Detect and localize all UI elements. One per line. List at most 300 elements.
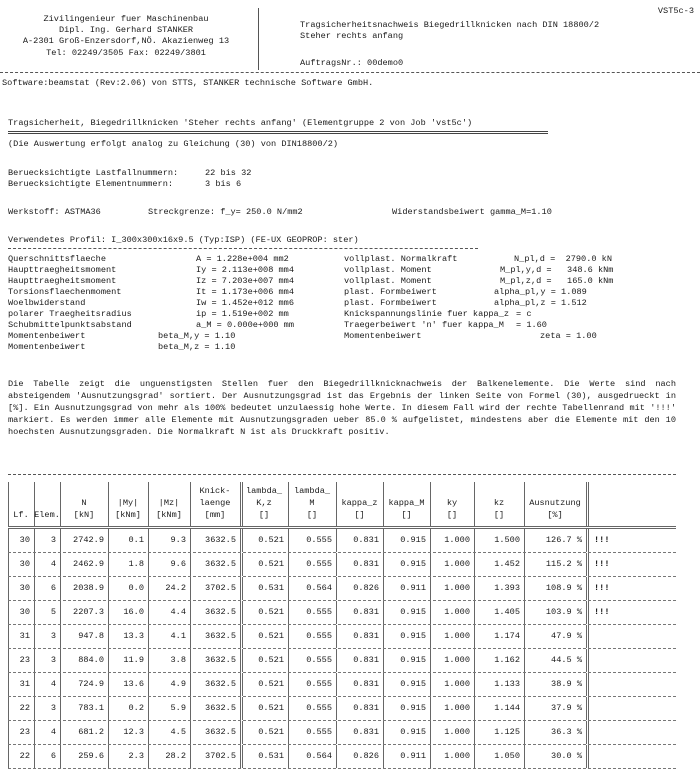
table-cell-lm: 0.555 xyxy=(306,631,332,641)
property-value: It = 1.173e+006 mm4 xyxy=(196,287,294,297)
table-cell-lm: 0.555 xyxy=(306,559,332,569)
table-cell-n: 884.0 xyxy=(78,655,104,665)
property-value: alpha_pl,y = 1.089 xyxy=(494,287,587,297)
table-cell-mz: 3.8 xyxy=(170,655,186,665)
table-cell-mz: 9.3 xyxy=(170,535,186,545)
header-cell: [] xyxy=(306,510,318,520)
table-cell-knick: 3632.5 xyxy=(205,607,236,617)
table-cell-aus: 38.9 % xyxy=(551,679,582,689)
property-name: Woelbwiderstand xyxy=(8,298,86,308)
table-cell-ky: 1.000 xyxy=(444,559,470,569)
table-top-rule xyxy=(8,474,676,475)
column-divider xyxy=(474,697,475,720)
table-cell-lk: 0.521 xyxy=(258,703,284,713)
header-cell: kz xyxy=(493,498,505,508)
table-cell-lf: 22 xyxy=(19,703,30,713)
loadcases-value: 22 bis 32 xyxy=(205,168,252,178)
column-divider xyxy=(383,577,384,600)
table-row xyxy=(8,529,676,553)
column-divider xyxy=(34,673,35,696)
table-cell-lf: 30 xyxy=(19,559,30,569)
column-divider xyxy=(148,625,149,648)
table-cell-lk: 0.521 xyxy=(258,559,284,569)
table-cell-ky: 1.000 xyxy=(444,631,470,641)
header-cell: [kNm] xyxy=(156,510,182,520)
table-row xyxy=(8,649,676,673)
column-divider xyxy=(336,745,337,768)
column-divider xyxy=(8,673,9,696)
column-divider xyxy=(148,529,149,552)
column-divider xyxy=(148,553,149,576)
column-divider xyxy=(34,553,35,576)
header-cell: K,z xyxy=(256,498,272,508)
column-divider xyxy=(34,721,35,744)
header-cell: ky xyxy=(446,498,458,508)
results-table xyxy=(8,482,676,769)
column-divider xyxy=(524,721,525,744)
software-line: Software:beamstat (Rev:2.06) von STTS, STANKER technische Software GmbH. xyxy=(2,78,374,88)
table-cell-n: 2462.9 xyxy=(73,559,104,569)
table-cell-lf: 22 xyxy=(19,751,30,761)
column-divider xyxy=(190,721,191,744)
column-divider xyxy=(524,553,525,576)
table-cell-my: 0.1 xyxy=(128,535,144,545)
column-divider xyxy=(148,721,149,744)
header-cell: N xyxy=(81,498,87,508)
column-divider xyxy=(60,553,61,576)
column-divider xyxy=(288,601,289,624)
column-divider xyxy=(336,721,337,744)
column-divider xyxy=(383,625,384,648)
property-name: Querschnittsflaeche xyxy=(8,254,106,264)
table-cell-knick: 3632.5 xyxy=(205,727,236,737)
column-divider xyxy=(383,601,384,624)
table-cell-aus: 36.3 % xyxy=(551,727,582,737)
header-cell: |My| xyxy=(117,498,139,508)
table-cell-knick: 3632.5 xyxy=(205,679,236,689)
header-cell: Ausnutzung xyxy=(529,498,581,508)
property-value: = c xyxy=(516,309,532,319)
column-divider xyxy=(430,649,431,672)
table-cell-n: 681.2 xyxy=(78,727,104,737)
table-cell-mz: 28.2 xyxy=(165,751,186,761)
property-value: a_M = 0.000e+000 mm xyxy=(196,320,294,330)
profile-line: Verwendetes Profil: I_300x300x16x9.5 (Typ:ISP) (FE-UX GEOPROP: ster) xyxy=(8,235,359,245)
table-cell-n: 2207.3 xyxy=(73,607,104,617)
column-divider xyxy=(524,649,525,672)
column-divider xyxy=(60,577,61,600)
header-cell: [] xyxy=(354,510,365,520)
property-name: Knickspannungslinie fuer kappa_z xyxy=(344,309,510,319)
table-cell-kz: 0.831 xyxy=(353,679,379,689)
column-divider xyxy=(524,529,525,552)
table-cell-km: 0.915 xyxy=(400,679,426,689)
table-cell-kz: 0.831 xyxy=(353,535,379,545)
table-cell-kz: 0.831 xyxy=(353,727,379,737)
column-divider xyxy=(586,577,589,600)
company-header xyxy=(0,14,252,59)
table-cell-km: 0.915 xyxy=(400,535,426,545)
company-line: A-2301 Groß-Enzersdorf,NÖ. Akazienweg 13 xyxy=(22,36,230,46)
column-divider xyxy=(430,625,431,648)
column-divider xyxy=(8,745,9,768)
column-divider xyxy=(288,721,289,744)
column-divider xyxy=(60,697,61,720)
table-cell-ky: 1.000 xyxy=(444,727,470,737)
table-cell-lk: 0.521 xyxy=(258,679,284,689)
table-cell-aus: 37.9 % xyxy=(551,703,582,713)
table-cell-elem: 6 xyxy=(50,583,56,593)
property-name: Momentenbeiwert xyxy=(8,342,86,352)
column-divider xyxy=(34,625,35,648)
table-cell-lf: 23 xyxy=(19,727,30,737)
table-cell-lk: 0.521 xyxy=(258,655,284,665)
table-cell-kzz: 1.452 xyxy=(494,559,520,569)
column-divider xyxy=(383,697,384,720)
table-cell-lm: 0.555 xyxy=(306,703,332,713)
table-cell-lk: 0.521 xyxy=(258,631,284,641)
column-divider xyxy=(586,697,589,720)
table-cell-kzz: 1.125 xyxy=(494,727,520,737)
column-divider xyxy=(474,721,475,744)
document-id: VST5c-3 xyxy=(657,6,694,16)
table-cell-elem: 3 xyxy=(50,703,56,713)
table-cell-kzz: 1.393 xyxy=(494,583,520,593)
property-value: Iz = 7.203e+007 mm4 xyxy=(196,276,294,286)
column-divider xyxy=(60,673,61,696)
table-cell-elem: 3 xyxy=(50,655,56,665)
table-cell-lk: 0.521 xyxy=(258,607,284,617)
overload-flag: !!! xyxy=(594,583,610,593)
table-cell-km: 0.915 xyxy=(400,559,426,569)
column-divider xyxy=(430,529,431,552)
table-cell-ky: 1.000 xyxy=(444,679,470,689)
table-row xyxy=(8,625,676,649)
table-row xyxy=(8,601,676,625)
header-cell: lambda_ xyxy=(293,486,331,496)
column-divider xyxy=(288,745,289,768)
column-divider xyxy=(108,529,109,552)
table-cell-kz: 0.826 xyxy=(353,583,379,593)
table-cell-kz: 0.831 xyxy=(353,631,379,641)
overload-flag: !!! xyxy=(594,607,610,617)
column-divider xyxy=(383,721,384,744)
table-cell-knick: 3632.5 xyxy=(205,535,236,545)
table-cell-ky: 1.000 xyxy=(444,535,470,545)
header-cell: [] xyxy=(446,510,458,520)
table-cell-lf: 30 xyxy=(19,535,30,545)
column-divider xyxy=(336,601,337,624)
column-divider xyxy=(383,553,384,576)
column-divider xyxy=(288,577,289,600)
table-cell-lm: 0.555 xyxy=(306,655,332,665)
header-cell: [kNm] xyxy=(115,510,141,520)
table-row xyxy=(8,577,676,601)
column-divider xyxy=(430,721,431,744)
column-divider xyxy=(336,577,337,600)
column-divider xyxy=(430,577,431,600)
property-name: Momentenbeiwert xyxy=(8,331,86,341)
column-divider xyxy=(586,482,589,526)
table-cell-my: 2.3 xyxy=(128,751,144,761)
column-divider xyxy=(430,601,431,624)
property-value: zeta = 1.00 xyxy=(540,331,597,341)
header-rule xyxy=(0,72,700,73)
property-value: M_pl,y,d = 348.6 kNm xyxy=(500,265,614,275)
table-cell-elem: 3 xyxy=(50,535,56,545)
property-name: Traegerbeiwert 'n' fuer kappa_M xyxy=(344,320,504,330)
table-cell-lf: 31 xyxy=(19,631,30,641)
header-cell: |Mz| xyxy=(158,498,180,508)
column-divider xyxy=(34,697,35,720)
table-cell-lf: 30 xyxy=(19,583,30,593)
table-cell-lk: 0.521 xyxy=(258,535,284,545)
table-cell-knick: 3632.5 xyxy=(205,631,236,641)
column-divider xyxy=(190,553,191,576)
property-value: alpha_pl,z = 1.512 xyxy=(494,298,587,308)
property-name: Haupttraegheitsmoment xyxy=(8,276,117,286)
table-cell-kzz: 1.500 xyxy=(494,535,520,545)
table-cell-my: 12.3 xyxy=(123,727,144,737)
column-divider xyxy=(148,697,149,720)
column-divider xyxy=(586,673,589,696)
header-cell: [] xyxy=(401,510,412,520)
property-name: vollplast. Moment xyxy=(344,276,432,286)
table-cell-knick: 3632.5 xyxy=(205,559,236,569)
table-row xyxy=(8,673,676,697)
property-name: plast. Formbeiwert xyxy=(344,287,437,297)
column-divider xyxy=(8,721,9,744)
header-cell: [kN] xyxy=(73,510,95,520)
table-cell-km: 0.915 xyxy=(400,727,426,737)
column-divider xyxy=(190,577,191,600)
table-cell-n: 2038.9 xyxy=(73,583,104,593)
header-cell: [] xyxy=(493,510,505,520)
table-cell-elem: 4 xyxy=(50,559,56,569)
header-cell: [] xyxy=(258,510,270,520)
column-divider xyxy=(524,625,525,648)
profile-underline xyxy=(8,248,478,249)
table-cell-kzz: 1.174 xyxy=(494,631,520,641)
report-title: Tragsicherheitsnachweis Biegedrillknicken nach DIN 18800/2 xyxy=(300,20,600,30)
table-cell-ky: 1.000 xyxy=(444,607,470,617)
table-cell-lm: 0.564 xyxy=(306,583,332,593)
column-divider xyxy=(108,673,109,696)
table-header-row xyxy=(8,482,676,529)
overload-flag: !!! xyxy=(594,559,610,569)
table-cell-elem: 4 xyxy=(50,727,56,737)
column-divider xyxy=(34,529,35,552)
column-divider xyxy=(383,649,384,672)
property-value: beta_M,y = 1.10 xyxy=(158,331,236,341)
order-number: AuftragsNr.: 00demo0 xyxy=(300,58,404,68)
table-cell-kz: 0.831 xyxy=(353,559,379,569)
table-cell-my: 1.8 xyxy=(128,559,144,569)
column-divider xyxy=(524,697,525,720)
column-divider xyxy=(34,577,35,600)
property-name: vollplast. Moment xyxy=(344,265,432,275)
table-cell-n: 724.9 xyxy=(78,679,104,689)
header-cell: M xyxy=(309,498,315,508)
header-cell: [mm] xyxy=(204,510,226,520)
elements-value: 3 bis 6 xyxy=(205,179,242,189)
table-row xyxy=(8,745,676,769)
column-divider xyxy=(336,673,337,696)
column-divider xyxy=(474,649,475,672)
material-name: Werkstoff: ASTMA36 xyxy=(8,207,101,217)
column-divider xyxy=(383,745,384,768)
column-divider xyxy=(383,529,384,552)
column-divider xyxy=(190,745,191,768)
section-properties-left xyxy=(8,254,338,354)
property-value: N_pl,d = 2790.0 kN xyxy=(514,254,612,264)
table-cell-lm: 0.555 xyxy=(306,607,332,617)
table-cell-lm: 0.564 xyxy=(306,751,332,761)
property-name: Momentenbeiwert xyxy=(344,331,422,341)
analysis-note: (Die Auswertung erfolgt analog zu Gleichung (30) von DIN18800/2) xyxy=(8,139,339,149)
company-line: Tel: 02249/3505 Fax: 02249/3801 xyxy=(46,48,206,58)
header-cell: lambda_ xyxy=(245,486,283,496)
header-cell: Lf. xyxy=(13,510,29,520)
table-cell-aus: 30.0 % xyxy=(551,751,582,761)
property-name: vollplast. Normalkraft xyxy=(344,254,458,264)
column-divider xyxy=(8,601,9,624)
column-divider xyxy=(474,553,475,576)
property-value: Iw = 1.452e+012 mm6 xyxy=(196,298,294,308)
column-divider xyxy=(524,577,525,600)
column-divider xyxy=(586,721,589,744)
column-divider xyxy=(190,625,191,648)
company-line: Zivilingenieur fuer Maschinenbau xyxy=(43,14,209,24)
column-divider xyxy=(190,673,191,696)
table-cell-my: 16.0 xyxy=(123,607,144,617)
header-cell: kappa_z xyxy=(341,498,378,508)
column-divider xyxy=(586,529,589,552)
column-divider xyxy=(474,745,475,768)
column-divider xyxy=(336,697,337,720)
column-divider xyxy=(60,601,61,624)
column-divider xyxy=(190,601,191,624)
column-divider xyxy=(190,529,191,552)
property-value: A = 1.228e+004 mm2 xyxy=(196,254,289,264)
column-divider xyxy=(60,649,61,672)
table-cell-my: 0.0 xyxy=(128,583,144,593)
loadcases-label: Beruecksichtigte Lastfallnummern: xyxy=(8,168,179,178)
table-cell-my: 13.6 xyxy=(123,679,144,689)
column-divider xyxy=(474,625,475,648)
table-cell-n: 2742.9 xyxy=(73,535,104,545)
table-cell-n: 947.8 xyxy=(78,631,104,641)
column-divider xyxy=(336,529,337,552)
column-divider xyxy=(108,721,109,744)
column-divider xyxy=(288,673,289,696)
table-cell-elem: 6 xyxy=(50,751,56,761)
column-divider xyxy=(148,577,149,600)
column-divider xyxy=(108,553,109,576)
column-divider xyxy=(430,745,431,768)
column-divider xyxy=(8,577,9,600)
elements-label: Beruecksichtigte Elementnummern: xyxy=(8,179,174,189)
column-divider xyxy=(288,649,289,672)
table-cell-lk: 0.531 xyxy=(258,583,284,593)
column-divider xyxy=(524,673,525,696)
table-cell-knick: 3702.5 xyxy=(205,583,236,593)
table-cell-kzz: 1.405 xyxy=(494,607,520,617)
column-divider xyxy=(430,697,431,720)
table-cell-knick: 3632.5 xyxy=(205,703,236,713)
table-cell-aus: 126.7 % xyxy=(545,535,582,545)
property-value: beta_M,z = 1.10 xyxy=(158,342,236,352)
table-cell-mz: 24.2 xyxy=(165,583,186,593)
column-divider xyxy=(190,649,191,672)
header-cell: kappa_M xyxy=(388,498,425,508)
property-value: M_pl,z,d = 165.0 kNm xyxy=(500,276,614,286)
column-divider xyxy=(34,601,35,624)
table-row xyxy=(8,721,676,745)
table-cell-lm: 0.555 xyxy=(306,727,332,737)
table-cell-mz: 4.1 xyxy=(170,631,186,641)
section-properties-right xyxy=(344,254,694,344)
column-divider xyxy=(148,673,149,696)
column-divider xyxy=(288,553,289,576)
header-cell: Elem. xyxy=(34,510,60,520)
table-cell-ky: 1.000 xyxy=(444,751,470,761)
column-divider xyxy=(108,649,109,672)
table-cell-kzz: 1.144 xyxy=(494,703,520,713)
column-divider xyxy=(8,649,9,672)
column-divider xyxy=(148,649,149,672)
property-value: ip = 1.519e+002 mm xyxy=(196,309,289,319)
table-cell-my: 13.3 xyxy=(123,631,144,641)
resistance-factor: Widerstandsbeiwert gamma_M=1.10 xyxy=(392,207,552,217)
column-divider xyxy=(586,649,589,672)
column-divider xyxy=(474,529,475,552)
column-divider xyxy=(34,745,35,768)
table-cell-my: 11.9 xyxy=(123,655,144,665)
overload-flag: !!! xyxy=(594,535,610,545)
table-cell-aus: 47.9 % xyxy=(551,631,582,641)
table-cell-mz: 5.9 xyxy=(170,703,186,713)
property-name: plast. Formbeiwert xyxy=(344,298,437,308)
table-cell-elem: 3 xyxy=(50,631,56,641)
table-cell-kz: 0.826 xyxy=(353,751,379,761)
property-value: Iy = 2.113e+008 mm4 xyxy=(196,265,294,275)
table-cell-elem: 4 xyxy=(50,679,56,689)
table-cell-knick: 3632.5 xyxy=(205,655,236,665)
table-row xyxy=(8,553,676,577)
report-subtitle: Steher rechts anfang xyxy=(300,31,404,41)
property-name: Schubmittelpunktsabstand xyxy=(8,320,132,330)
table-cell-lf: 30 xyxy=(19,607,30,617)
table-cell-n: 259.6 xyxy=(78,751,104,761)
column-divider xyxy=(108,745,109,768)
column-divider xyxy=(8,553,9,576)
column-divider xyxy=(34,649,35,672)
column-divider xyxy=(474,577,475,600)
column-divider xyxy=(108,625,109,648)
table-cell-kzz: 1.162 xyxy=(494,655,520,665)
table-cell-km: 0.915 xyxy=(400,703,426,713)
column-divider xyxy=(148,601,149,624)
column-divider xyxy=(524,601,525,624)
table-cell-mz: 4.5 xyxy=(170,727,186,737)
header-cell: [%] xyxy=(547,510,563,520)
table-cell-aus: 108.9 % xyxy=(545,583,582,593)
table-cell-lf: 23 xyxy=(19,655,30,665)
column-divider xyxy=(430,673,431,696)
header-cell: Knick- xyxy=(199,486,231,496)
table-cell-lk: 0.521 xyxy=(258,727,284,737)
